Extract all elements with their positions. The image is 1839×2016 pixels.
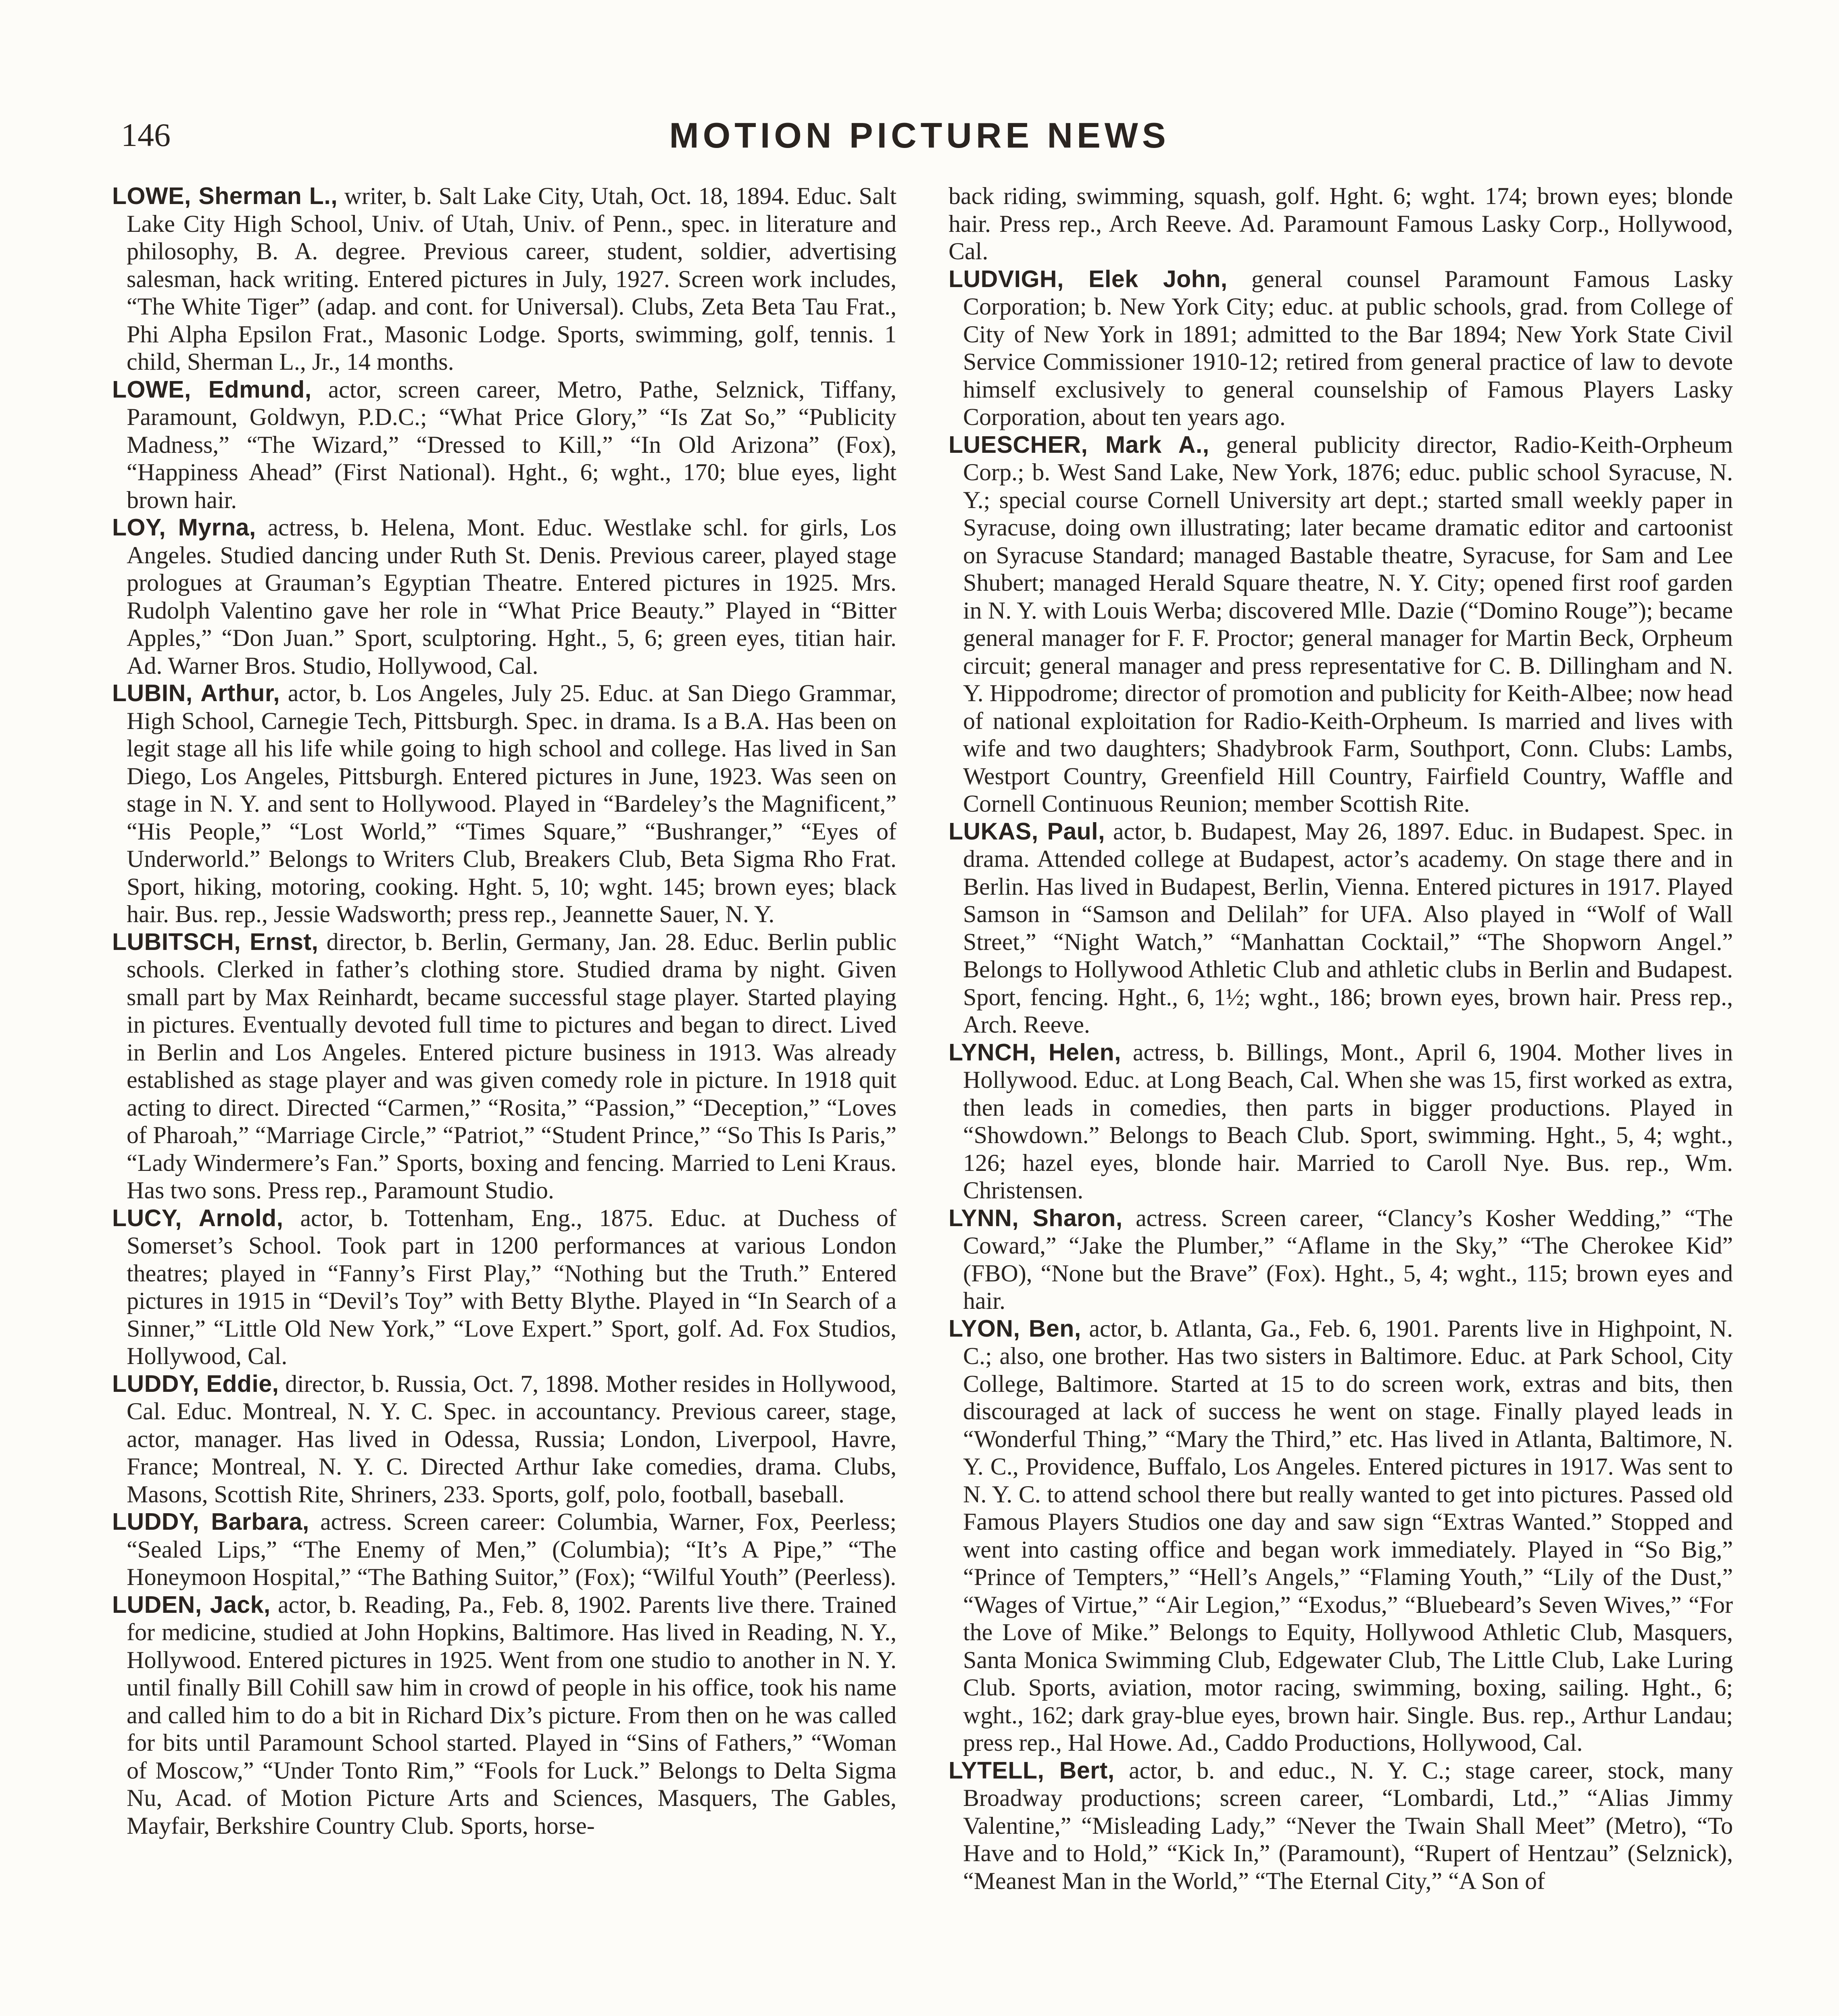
entry-text: actress, b. Billings, Mont., April 6, 1904. Mother lives in Hollywood. Educ. at Long Beach, Cal. When she was 15, first worked as extra, then leads in comedies, then parts in bigger productions. Played in “Showdown.” Belongs to Beach Club. Sport, swimming. Hght., 5, 4; wght., 126; hazel eyes, blonde hair. Married to Caroll Nye. Bus. rep., Wm. Christensen. [963, 1039, 1733, 1204]
left-column [112, 182, 897, 2016]
entry-name: LUCY, Arnold, [112, 1204, 284, 1231]
entry-name: LOWE, Sherman L., [112, 183, 338, 209]
biography-entry [949, 818, 1733, 1039]
entry-text: actor, b. and educ., N. Y. C.; stage career, stock, many Broadway productions; screen career, “Lombardi, Ltd.,” “Alias Jimmy Valentine,” “Misleading Lady,” “Never the Twain Shall Meet” (Metro), “To Have and to Hold,” “Kick In,” (Paramount), “Rupert of Hentzau” (Selznick), “Meanest Man in the World,” “The Eternal City,” “A Son of [963, 1757, 1733, 1894]
entry-name: LUDVIGH, Elek John, [949, 265, 1228, 292]
entry-name: LUKAS, Paul, [949, 818, 1105, 845]
entry-text: actress, b. Helena, Mont. Educ. Westlake schl. for girls, Los Angeles. Studied dancing under Ruth St. Denis. Previous career, played stage prologues at Grauman’s Egyptian Theatre. Entered pictures in 1925. Mrs. Rudolph Valentino gave her role in “What Price Beauty.” Played in “Bitter Apples,” “Don Juan.” Sport, sculptoring. Hght., 5, 6; green eyes, titian hair. Ad. Warner Bros. Studio, Hollywood, Cal. [127, 514, 897, 679]
right-column [949, 182, 1733, 2016]
biography-entry [112, 376, 897, 514]
biography-entry [112, 928, 897, 1204]
entry-text: actor, b. Reading, Pa., Feb. 8, 1902. Parents live there. Trained for medicine, studied at John Hopkins, Baltimore. Has lived in Reading, N. Y., Hollywood. Entered pictures in 1925. Went from one studio to another in N. Y. until finally Bill Cohill saw him in crowd of people in his office, took his name and called him to do a bit in Richard Dix’s picture. From then on he was called for bits until Paramount School started. Played in “Sins of Fathers,” “Woman of Moscow,” “Under Tonto Rim,” “Fools for Luck.” Belongs to Delta Sigma Nu, Acad. of Motion Picture Arts and Sciences, Masquers, The Gables, Mayfair, Berkshire Country Club. Sports, horse- [127, 1591, 897, 1839]
entry-text: actress. Screen career: Columbia, Warner, Fox, Peerless; “Sealed Lips,” “The Enemy of Men,” (Columbia); “It’s A Pipe,” “The Honeymoon Hospital,” “The Bathing Suitor,” (Fox); “Wilful Youth” (Peerless). [127, 1508, 897, 1590]
biography-entry [949, 1315, 1733, 1757]
biography-entry [949, 265, 1733, 431]
entry-name: LYTELL, Bert, [949, 1757, 1115, 1784]
entry-text: actor, b. Atlanta, Ga., Feb. 6, 1901. Parents live in Highpoint, N. C.; also, one brother. Has two sisters in Baltimore. Educ. at Park School, City College, Baltimore. Started at 15 to do screen work, extras and bits, then discouraged at lack of success he went on stage. Finally played leads in “Wonderful Thing,” “Mary the Third,” etc. Has lived in Atlanta, Baltimore, N. Y. C., Providence, Buffalo, Los Angeles. Entered pictures in 1917. Was sent to N. Y. C. to attend school there but really wanted to get into pictures. Passed old Famous Players Studios one day and saw sign “Extras Wanted.” Stopped and went into casting office and began work immediately. Played in “So Big,” “Prince of Tempters,” “Hell’s Angels,” “Flaming Youth,” “Lily of the Dust,” “Wages of Virtue,” “Air Legion,” “Exodus,” “Bluebeard’s Seven Wives,” “For the Love of Mike.” Belongs to Equity, Hollywood Athletic Club, Masquers, Santa Monica Swimming Club, Edgewater Club, The Little Club, Lake Luring Club. Sports, aviation, motor racing, swimming, boxing, sailing. Hght., 6; wght., 162; dark gray-blue eyes, brown hair. Single. Bus. rep., Arthur Landau; press rep., Hal Howe. Ad., Caddo Productions, Hollywood, Cal. [963, 1315, 1733, 1756]
biography-entry [949, 431, 1733, 818]
biography-entry [112, 182, 897, 376]
continued-entry-text: back riding, swimming, squash, golf. Hght. 6; wght. 174; brown eyes; blonde hair. Press rep., Arch Reeve. Ad. Paramount Famous Lasky Corp., Hollywood, Cal. [949, 183, 1733, 264]
biography-entry [949, 1039, 1733, 1204]
entry-name: LYNCH, Helen, [949, 1039, 1122, 1066]
entry-text: director, b. Berlin, Germany, Jan. 28. Educ. Berlin public schools. Clerked in father’s clothing store. Studied drama by night. Given small part by Max Reinhardt, became successful stage player. Started playing in pictures. Eventually devoted full time to pictures and began to direct. Lived in Berlin and Los Angeles. Entered picture business in 1913. Was already established as stage player and was given comedy role in picture. In 1918 quit acting to direct. Directed “Carmen,” “Rosita,” “Passion,” “Deception,” “Loves of Pharoah,” “Marriage Circle,” “Patriot,” “Student Prince,” “So This Is Paris,” “Lady Windermere’s Fan.” Sports, boxing and fencing. Married to Leni Kraus. Has two sons. Press rep., Paramount Studio. [127, 928, 897, 1204]
entry-name: LUDDY, Eddie, [112, 1370, 279, 1397]
entry-name: LOY, Myrna, [112, 514, 256, 541]
running-head: MOTION PICTURE NEWS [669, 115, 1170, 155]
entry-name: LYNN, Sharon, [949, 1204, 1123, 1231]
biography-entry [112, 1508, 897, 1591]
entry-text: actor, b. Los Angeles, July 25. Educ. at San Diego Grammar, High School, Carnegie Tech, Pittsburgh. Spec. in drama. Is a B.A. Has been on legit stage all his life while going to high school and college. Has lived in San Diego, Los Angeles, Pittsburgh. Entered pictures in June, 1923. Was seen on stage in N. Y. and sent to Hollywood. Played in “Bardeley’s the Magnificent,” “His People,” “Lost World,” “Times Square,” “Bushranger,” “Eyes of Underworld.” Belongs to Writers Club, Breakers Club, Beta Sigma Rho Frat. Sport, hiking, motoring, cooking. Hght. 5, 10; wght. 145; brown eyes; black hair. Bus. rep., Jessie Wadsworth; press rep., Jeannette Sauer, N. Y. [127, 680, 897, 927]
entry-text: actor, b. Tottenham, Eng., 1875. Educ. at Duchess of Somerset’s School. Took part in 1200 performances at various London theatres; played in “Fanny’s First Play,” “Nothing but the Truth.” Entered pictures in 1915 in “Devil’s Toy” with Betty Blythe. Played in “In Search of a Sinner,” “Little Old New York,” “Love Expert.” Sport, golf. Ad. Fox Studios, Hollywood, Cal. [127, 1204, 897, 1369]
biography-entry [112, 514, 897, 679]
entry-name: LUBITSCH, Ernst, [112, 928, 319, 955]
entry-text: writer, b. Salt Lake City, Utah, Oct. 18, 1894. Educ. Salt Lake City High School, Univ. of Utah, Univ. of Penn., spec. in literature and philosophy, B. A. degree. Previous career, student, soldier, advertising salesman, hack writing. Entered pictures in July, 1927. Screen work includes, “The White Tiger” (adap. and cont. for Universal). Clubs, Zeta Beta Tau Frat., Phi Alpha Epsilon Frat., Masonic Lodge. Sports, swimming, golf, tennis. 1 child, Sherman L., Jr., 14 months. [127, 183, 897, 375]
biography-entry [112, 1370, 897, 1508]
biography-entry [949, 1204, 1733, 1315]
entry-name: LOWE, Edmund, [112, 376, 312, 403]
entry-name: LUBIN, Arthur, [112, 680, 280, 706]
entry-text: general counsel Paramount Famous Lasky Corporation; b. New York City; educ. at public schools, grad. from College of City of New York in 1891; admitted to the Bar 1894; New York State Civil Service Commissioner 1910-12; retired from general practice of law to devote himself exclusively to general counselship of Famous Players Lasky Corporation, about ten years ago. [963, 265, 1733, 430]
entry-text: actress. Screen career, “Clancy’s Kosher Wedding,” “The Coward,” “Jake the Plumber,” “Aflame in the Sky,” “The Cherokee Kid” (FBO), “None but the Brave” (Fox). Hght., 5, 4; wght., 115; brown eyes and hair. [963, 1204, 1733, 1314]
entry-text: actor, b. Budapest, May 26, 1897. Educ. in Budapest. Spec. in drama. Attended college at Budapest, actor’s academy. On stage there and in Berlin. Has lived in Budapest, Berlin, Vienna. Entered pictures in 1917. Played Samson in “Samson and Delilah” for UFA. Also played in “Wolf of Wall Street,” “Night Watch,” “Manhattan Cocktail,” “The Shopworn Angel.” Belongs to Hollywood Athletic Club and athletic clubs in Berlin and Budapest. Sport, fencing. Hght., 6, 1½; wght., 186; brown eyes, brown hair. Press rep., Arch. Reeve. [963, 818, 1733, 1038]
entry-name: LUDEN, Jack, [112, 1591, 271, 1618]
biography-entry [949, 1757, 1733, 1895]
biography-entry [112, 1204, 897, 1370]
entry-text: general publicity director, Radio-Keith-Orpheum Corp.; b. West Sand Lake, New York, 1876; educ. public school Syracuse, N. Y.; special course Cornell University art dept.; started small weekly paper in Syracuse, doing own illustrating; later became dramatic editor and cartoonist on Syracuse Standard; managed Bastable theatre, Syracuse, for Sam and Lee Shubert; managed Herald Square theatre, N. Y. City; opened first roof garden in N. Y. with Louis Werba; discovered Mlle. Dazie (“Domino Rouge”); became general manager for F. F. Proctor; general manager for Martin Beck, Orpheum circuit; general manager and press representative for C. B. Dillingham and N. Y. Hippodrome; director of promotion and publicity for Keith-Albee; now head of national exploitation for Radio-Keith-Orpheum. Is married and lives with wife and two daughters; Shadybrook Farm, Southport, Conn. Clubs: Lambs, Westport Country, Greenfield Hill Country, Fairfield Country, Waffle and Cornell Continuous Reunion; member Scottish Rite. [963, 431, 1733, 817]
entry-name: LUESCHER, Mark A., [949, 431, 1209, 458]
page-number: 146 [121, 117, 171, 153]
entry-text: actor, screen career, Metro, Pathe, Selznick, Tiffany, Paramount, Goldwyn, P.D.C.; “What Price Glory,” “Is Zat So,” “Publicity Madness,” “The Wizard,” “Dressed to Kill,” “In Old Arizona” (Fox), “Happiness Ahead” (First National). Hght., 6; wght., 170; blue eyes, light brown hair. [127, 376, 897, 513]
biography-entry [112, 1591, 897, 1840]
entry-text: director, b. Russia, Oct. 7, 1898. Mother resides in Hollywood, Cal. Educ. Montreal, N. Y. C. Spec. in accountancy. Previous career, stage, actor, manager. Has lived in Odessa, Russia; London, Liverpool, Havre, France; Montreal, N. Y. C. Directed Arthur Iake comedies, drama. Clubs, Masons, Scottish Rite, Shriners, 233. Sports, golf, polo, football, baseball. [127, 1370, 897, 1508]
entry-name: LYON, Ben, [949, 1315, 1081, 1342]
biography-entry [112, 679, 897, 928]
entry-name: LUDDY, Barbara, [112, 1508, 309, 1535]
